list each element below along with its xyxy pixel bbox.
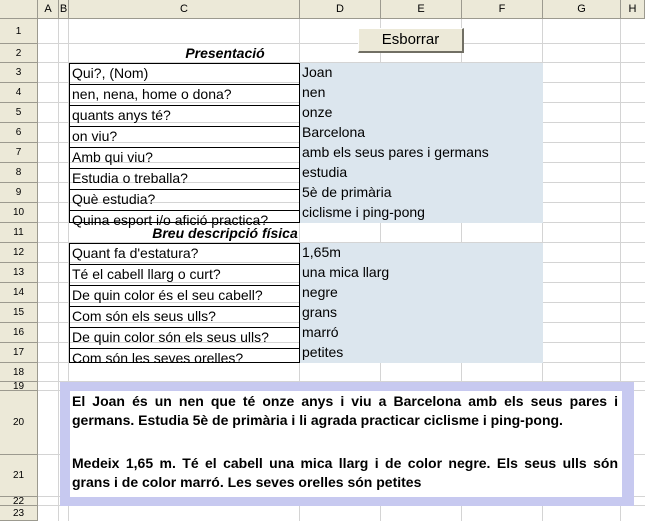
row-header-17[interactable]: 17	[0, 343, 38, 363]
column-header-b[interactable]: B	[59, 0, 69, 19]
question-cell[interactable]: Qui?, (Nom)	[70, 64, 299, 85]
row-header-9[interactable]: 9	[0, 183, 38, 203]
question-cell[interactable]: Té el cabell llarg o curt?	[70, 265, 299, 286]
summary-paragraph-2: Medeix 1,65 m. Té el cabell una mica llarg i de color negre. Els seus ulls són grans i de color marró. Les seves orelles són petites	[72, 455, 618, 490]
section-title-presentacio: Presentació	[185, 45, 265, 61]
question-cell[interactable]: nen, nena, home o dona?	[70, 85, 299, 106]
summary-paragraph-1: El Joan és un nen que té onze anys i viu a Barcelona amb els seus pares i germans. Estudia 5è de primària i li agrada practicar ciclisme i ping-pong.	[72, 393, 618, 428]
answer-cell[interactable]: Barcelona	[302, 124, 366, 140]
row-header-14[interactable]: 14	[0, 283, 38, 303]
question-cell[interactable]: Com són els seus ulls?	[70, 307, 299, 328]
row-header-10[interactable]: 10	[0, 203, 38, 223]
questions-table-descripcio	[69, 243, 300, 366]
answers-table-presentacio	[300, 63, 543, 223]
column-header-h[interactable]: H	[621, 0, 645, 19]
column-header-g[interactable]: G	[543, 0, 621, 19]
row-header-8[interactable]: 8	[0, 163, 38, 183]
questions-table-presentacio	[69, 63, 300, 228]
column-header-a[interactable]: A	[38, 0, 59, 19]
row-header-19[interactable]: 19	[0, 382, 38, 391]
answer-cell[interactable]: 5è de primària	[302, 184, 392, 200]
answers-table-descripcio	[300, 243, 543, 363]
summary-text[interactable]	[70, 391, 622, 497]
column-header-c[interactable]: C	[69, 0, 300, 19]
answer-cell[interactable]: una mica llarg	[302, 264, 390, 280]
row-header-4[interactable]: 4	[0, 83, 38, 103]
section-title-descripcio: Breu descripció física	[152, 225, 298, 241]
question-cell[interactable]: Quina esport i/o afició practica?	[72, 212, 269, 228]
answer-cell[interactable]: 1,65m	[302, 244, 341, 260]
row-header-23[interactable]: 23	[0, 506, 38, 521]
question-cell[interactable]: Amb qui viu?	[70, 148, 299, 169]
question-cell[interactable]: Què estudia?	[70, 190, 299, 211]
answer-cell[interactable]: onze	[302, 104, 333, 120]
question-cell[interactable]: on viu?	[70, 127, 299, 148]
row-header-1[interactable]: 1	[0, 19, 38, 44]
row-header-2[interactable]: 2	[0, 44, 38, 63]
answer-cell[interactable]: amb els seus pares i germans	[302, 144, 489, 160]
answer-cell[interactable]: Joan	[302, 64, 333, 80]
row-header-22[interactable]: 22	[0, 497, 38, 506]
row-header-12[interactable]: 12	[0, 243, 38, 263]
row-header-15[interactable]: 15	[0, 303, 38, 323]
row-header-5[interactable]: 5	[0, 103, 38, 123]
column-header-e[interactable]: E	[381, 0, 462, 19]
gridline	[58, 19, 59, 521]
answer-cell[interactable]: grans	[302, 304, 338, 320]
esborrar-button[interactable]: Esborrar	[358, 28, 464, 53]
select-all-corner[interactable]	[0, 0, 38, 19]
column-header-f[interactable]: F	[462, 0, 543, 19]
row-header-6[interactable]: 6	[0, 123, 38, 143]
question-cell[interactable]: Com són les seves orelles?	[72, 350, 244, 366]
row-header-16[interactable]: 16	[0, 323, 38, 343]
row-header-13[interactable]: 13	[0, 263, 38, 283]
question-cell[interactable]: Quant fa d'estatura?	[70, 244, 299, 265]
answer-cell[interactable]: petites	[302, 344, 344, 360]
question-cell[interactable]: Estudia o treballa?	[70, 169, 299, 190]
row-header-7[interactable]: 7	[0, 143, 38, 163]
answer-cell[interactable]: marró	[302, 324, 339, 340]
row-header-11[interactable]: 11	[0, 223, 38, 243]
answer-cell[interactable]: ciclisme i ping-pong	[302, 204, 425, 220]
question-cell[interactable]: De quin color són els seus ulls?	[70, 328, 299, 349]
answer-cell[interactable]: negre	[302, 284, 338, 300]
answer-cell[interactable]: estudia	[302, 164, 348, 180]
answer-cell[interactable]: nen	[302, 84, 326, 100]
row-header-18[interactable]: 18	[0, 363, 38, 382]
row-header-3[interactable]: 3	[0, 63, 38, 83]
row-header-20[interactable]: 20	[0, 391, 38, 455]
question-cell[interactable]: De quin color és el seu cabell?	[70, 286, 299, 307]
row-header-21[interactable]: 21	[0, 455, 38, 497]
column-header-d[interactable]: D	[300, 0, 381, 19]
question-cell[interactable]: quants anys té?	[70, 106, 299, 127]
